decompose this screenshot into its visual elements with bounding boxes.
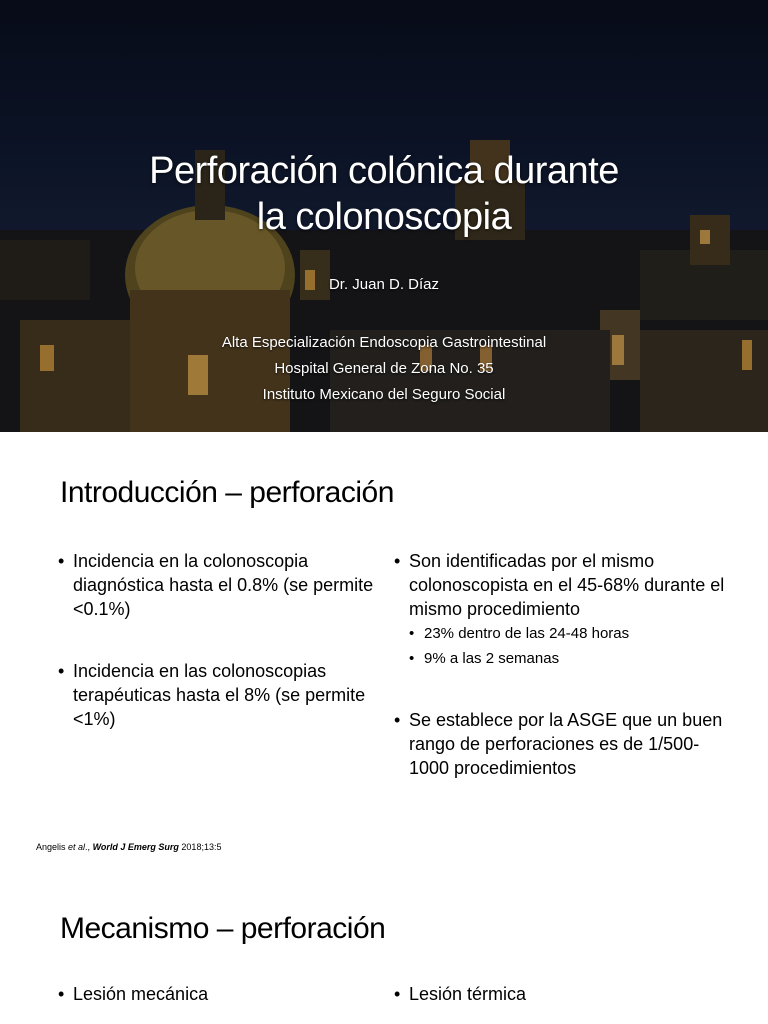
- title-slide: [0, 0, 768, 432]
- affiliation-line: Alta Especialización Endoscopia Gastrointestinal: [221, 334, 547, 351]
- introduction-slide: [0, 432, 768, 864]
- mechanism-slide: [0, 864, 768, 1024]
- slide-title: Introducción – perforación: [60, 476, 394, 509]
- bullet-item: • Se establece por la ASGE que un buen rango de perforaciones es de 1/500-1000 procedimientos: [394, 708, 734, 780]
- sub-bullet-item: • 23% dentro de las 24-48 horas: [394, 621, 734, 646]
- author-name: Dr. Juan D. Díaz: [328, 276, 440, 293]
- bullet-item: • Lesión mecánica: [58, 984, 208, 1005]
- left-column: [58, 549, 378, 731]
- affiliation-line: Instituto Mexicano del Seguro Social: [262, 386, 506, 403]
- bullet-item: • Lesión térmica: [394, 984, 526, 1005]
- slide-title: Mecanismo – perforación: [60, 912, 386, 945]
- citation-journal: World J Emerg Surg: [92, 842, 179, 852]
- bullet-item: • Incidencia en las colonoscopias terapéuticas hasta el 8% (se permite <1%): [58, 659, 378, 731]
- sub-bullet-item: • 9% a las 2 semanas: [394, 646, 734, 671]
- citation-sep: .,: [85, 842, 93, 852]
- citation-author: Angelis: [36, 842, 69, 852]
- title-line-2: la colonoscopia: [256, 196, 512, 238]
- bullet-item: • Incidencia en la colonoscopia diagnóstica hasta el 0.8% (se permite <0.1%): [58, 549, 378, 621]
- right-column: [394, 549, 734, 780]
- presentation-title: [0, 148, 768, 240]
- title-line-1: Perforación colónica durante: [149, 150, 619, 192]
- citation-etal: et al: [68, 842, 86, 852]
- bullet-item: • Son identificadas por el mismo colonoscopista en el 45-68% durante el mismo procedimiento: [394, 549, 734, 621]
- citation-rest: 2018;13:5: [178, 842, 222, 852]
- citation: [36, 842, 221, 852]
- affiliation-line: Hospital General de Zona No. 35: [274, 360, 494, 377]
- affiliation-block: [0, 330, 768, 408]
